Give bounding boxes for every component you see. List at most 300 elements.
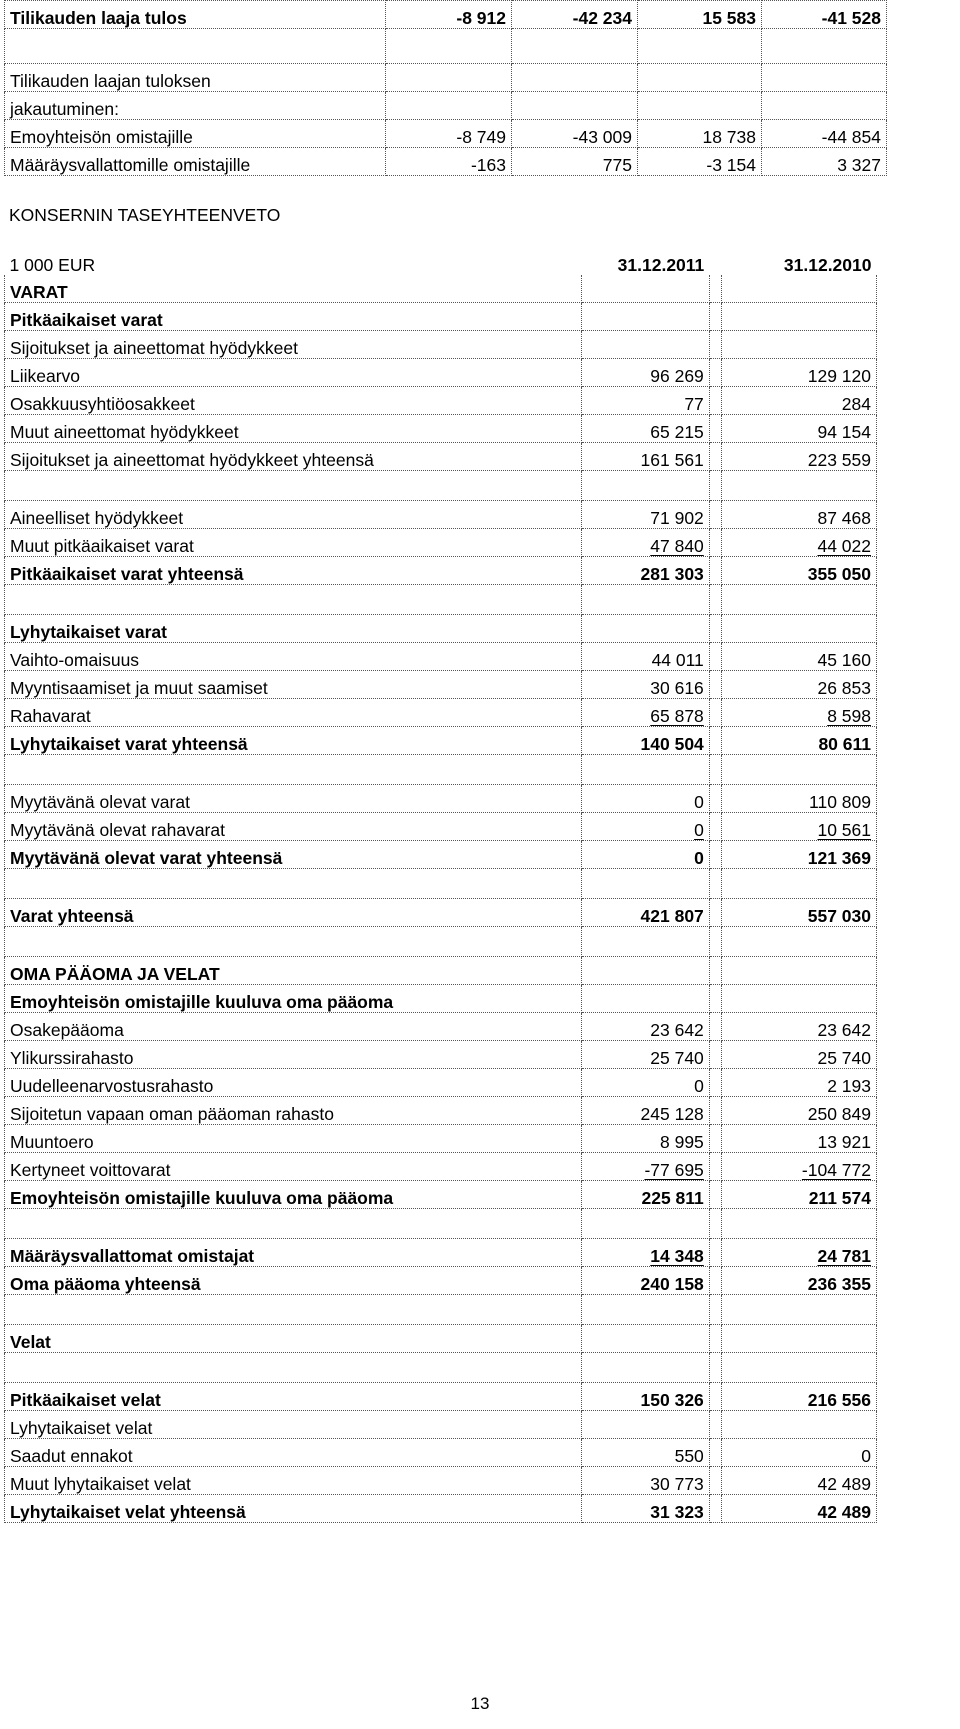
row-value: -163 bbox=[386, 148, 512, 176]
row-label: Pitkäaikaiset varat bbox=[5, 303, 582, 331]
value-2010 bbox=[721, 643, 876, 671]
spacer-row bbox=[5, 1209, 877, 1239]
value-2011 bbox=[581, 1353, 709, 1383]
spacer-cell bbox=[709, 755, 721, 785]
value-2011 bbox=[581, 331, 709, 359]
value-2011 bbox=[581, 1069, 709, 1097]
spacer-row bbox=[5, 585, 877, 615]
value-text: -77 695 bbox=[644, 1160, 704, 1180]
row-label: Myytävänä olevat varat yhteensä bbox=[5, 841, 582, 869]
row-label: Emoyhteisön omistajille kuuluva oma pääoma bbox=[5, 1181, 582, 1209]
value-2011 bbox=[581, 699, 709, 727]
spacer-cell bbox=[709, 1467, 721, 1495]
value-text: 281 303 bbox=[640, 564, 704, 584]
row-label: Sijoitukset ja aineettomat hyödykkeet yhteensä bbox=[5, 443, 582, 471]
row-value: -41 528 bbox=[762, 1, 887, 29]
value-2011 bbox=[581, 957, 709, 985]
spacer-row bbox=[5, 927, 877, 957]
spacer-cell bbox=[709, 1239, 721, 1267]
spacer-cell bbox=[709, 643, 721, 671]
comprehensive-income-table bbox=[4, 0, 887, 176]
income-row bbox=[5, 120, 887, 148]
row-label: Tilikauden laajan tuloksen bbox=[5, 64, 386, 92]
spacer-row bbox=[5, 1353, 877, 1383]
spacer-cell bbox=[709, 927, 721, 957]
spacer-cell bbox=[709, 1295, 721, 1325]
spacer-cell bbox=[709, 699, 721, 727]
spacer-row bbox=[5, 471, 877, 501]
spacer-row bbox=[5, 869, 877, 899]
row-label: Velat bbox=[5, 1325, 582, 1353]
value-2011 bbox=[581, 1325, 709, 1353]
value-2010 bbox=[721, 985, 876, 1013]
value-text: 211 574 bbox=[808, 1188, 871, 1208]
spacer-cell bbox=[709, 415, 721, 443]
value-2011 bbox=[581, 727, 709, 755]
value-2011 bbox=[581, 359, 709, 387]
value-text: 225 811 bbox=[641, 1188, 704, 1208]
row-value: -3 154 bbox=[638, 148, 762, 176]
row-value bbox=[638, 92, 762, 120]
row-value: -8 749 bbox=[386, 120, 512, 148]
spacer-cell bbox=[709, 1153, 721, 1181]
value-2010 bbox=[721, 557, 876, 585]
balance-row bbox=[5, 443, 877, 471]
spacer-cell bbox=[709, 387, 721, 415]
value-2011 bbox=[581, 557, 709, 585]
value-text: 121 369 bbox=[807, 848, 871, 868]
spacer-cell bbox=[709, 1495, 721, 1523]
spacer-cell bbox=[709, 1181, 721, 1209]
row-label: Muut pitkäaikaiset varat bbox=[5, 529, 582, 557]
row-label: Ylikurssirahasto bbox=[5, 1041, 582, 1069]
value-2010 bbox=[721, 1153, 876, 1181]
row-value: -42 234 bbox=[512, 1, 638, 29]
value-2010 bbox=[721, 1383, 876, 1411]
value-text: 550 bbox=[674, 1446, 704, 1466]
row-label: Aineelliset hyödykkeet bbox=[5, 501, 582, 529]
spacer-row bbox=[5, 755, 877, 785]
value-2011 bbox=[581, 1411, 709, 1439]
balance-row bbox=[5, 899, 877, 927]
value-2010 bbox=[721, 671, 876, 699]
row-label: Myytävänä olevat rahavarat bbox=[5, 813, 582, 841]
value-text: 216 556 bbox=[807, 1390, 871, 1410]
income-row bbox=[5, 1, 887, 29]
spacer-row bbox=[5, 1295, 877, 1325]
value-2011 bbox=[581, 1181, 709, 1209]
value-2011 bbox=[581, 1495, 709, 1523]
value-2010 bbox=[721, 813, 876, 841]
row-label: Muuntoero bbox=[5, 1125, 582, 1153]
balance-row bbox=[5, 1097, 877, 1125]
row-label bbox=[5, 585, 582, 615]
value-2011 bbox=[581, 671, 709, 699]
value-text: 421 807 bbox=[640, 906, 704, 926]
value-2010 bbox=[721, 1267, 876, 1295]
value-2011 bbox=[581, 501, 709, 529]
column-header-2011: 31.12.2011 bbox=[617, 255, 705, 275]
value-2010 bbox=[721, 699, 876, 727]
row-value bbox=[512, 29, 638, 64]
value-2011 bbox=[581, 529, 709, 557]
value-2010 bbox=[721, 727, 876, 755]
row-label: Myyntisaamiset ja muut saamiset bbox=[5, 671, 582, 699]
value-2011 bbox=[581, 643, 709, 671]
balance-row bbox=[5, 841, 877, 869]
balance-row bbox=[5, 1153, 877, 1181]
balance-row bbox=[5, 1495, 877, 1523]
spacer-cell bbox=[709, 1383, 721, 1411]
balance-row bbox=[5, 1239, 877, 1267]
value-text: 26 853 bbox=[817, 678, 871, 698]
unit-label: 1 000 EUR bbox=[9, 255, 96, 275]
column-header-2010: 31.12.2010 bbox=[783, 255, 872, 275]
balance-row bbox=[5, 1267, 877, 1295]
row-value bbox=[386, 64, 512, 92]
value-2011 bbox=[581, 841, 709, 869]
balance-row bbox=[5, 1439, 877, 1467]
value-2010 bbox=[721, 1209, 876, 1239]
value-text: 150 326 bbox=[640, 1390, 704, 1410]
balance-sheet-table bbox=[4, 248, 877, 1523]
spacer-cell bbox=[709, 1267, 721, 1295]
spacer-cell bbox=[709, 1097, 721, 1125]
value-text: 13 921 bbox=[817, 1132, 871, 1152]
spacer-cell bbox=[709, 303, 721, 331]
balance-row bbox=[5, 1125, 877, 1153]
value-2011 bbox=[581, 755, 709, 785]
row-value bbox=[386, 92, 512, 120]
value-2011 bbox=[581, 1097, 709, 1125]
row-label: Lyhytaikaiset varat yhteensä bbox=[5, 727, 582, 755]
value-2010 bbox=[721, 1013, 876, 1041]
value-text: 110 809 bbox=[809, 792, 871, 812]
row-label bbox=[5, 29, 386, 64]
row-label: Osakepääoma bbox=[5, 1013, 582, 1041]
balance-row bbox=[5, 671, 877, 699]
row-label bbox=[5, 1209, 582, 1239]
spacer-cell bbox=[709, 869, 721, 899]
balance-row bbox=[5, 387, 877, 415]
value-text: 2 193 bbox=[827, 1076, 871, 1096]
spacer-cell bbox=[709, 331, 721, 359]
value-text: 245 128 bbox=[640, 1104, 704, 1124]
income-row bbox=[5, 29, 887, 64]
value-2010 bbox=[721, 275, 876, 303]
balance-header-row bbox=[5, 248, 877, 275]
row-label bbox=[5, 1295, 582, 1325]
balance-row bbox=[5, 359, 877, 387]
row-value bbox=[638, 29, 762, 64]
value-2010 bbox=[721, 1125, 876, 1153]
value-2010 bbox=[721, 869, 876, 899]
value-text: 24 781 bbox=[817, 1246, 871, 1266]
value-text: 129 120 bbox=[807, 366, 871, 386]
value-2010 bbox=[721, 785, 876, 813]
value-2010 bbox=[721, 1097, 876, 1125]
value-2011 bbox=[581, 1013, 709, 1041]
value-2011 bbox=[581, 1209, 709, 1239]
value-2011 bbox=[581, 1439, 709, 1467]
value-2010 bbox=[721, 1239, 876, 1267]
value-text: 250 849 bbox=[807, 1104, 871, 1124]
value-2011 bbox=[581, 387, 709, 415]
value-text: 0 bbox=[694, 848, 704, 868]
row-label bbox=[5, 869, 582, 899]
row-label: Sijoitukset ja aineettomat hyödykkeet bbox=[5, 331, 582, 359]
value-text: 96 269 bbox=[650, 366, 704, 386]
spacer-cell bbox=[709, 1325, 721, 1353]
value-2010 bbox=[721, 585, 876, 615]
income-row bbox=[5, 92, 887, 120]
value-2011 bbox=[581, 785, 709, 813]
spacer-cell bbox=[709, 841, 721, 869]
value-2010 bbox=[721, 927, 876, 957]
balance-row bbox=[5, 1411, 877, 1439]
row-value: -8 912 bbox=[386, 1, 512, 29]
value-2011 bbox=[581, 985, 709, 1013]
value-2010 bbox=[721, 1041, 876, 1069]
value-text: 223 559 bbox=[807, 450, 871, 470]
row-label: Määräysvallattomille omistajille bbox=[5, 148, 386, 176]
value-text: 94 154 bbox=[817, 422, 871, 442]
balance-row bbox=[5, 1041, 877, 1069]
row-label: Pitkäaikaiset varat yhteensä bbox=[5, 557, 582, 585]
spacer-cell bbox=[709, 899, 721, 927]
value-text: 45 160 bbox=[817, 650, 871, 670]
value-2011 bbox=[581, 1383, 709, 1411]
value-2011 bbox=[581, 927, 709, 957]
value-2010 bbox=[721, 529, 876, 557]
value-text: 30 616 bbox=[650, 678, 704, 698]
value-2010 bbox=[721, 1467, 876, 1495]
row-label: Emoyhteisön omistajille bbox=[5, 120, 386, 148]
spacer-cell bbox=[709, 1013, 721, 1041]
value-text: 0 bbox=[694, 792, 704, 812]
value-text: 23 642 bbox=[650, 1020, 704, 1040]
value-2010 bbox=[721, 501, 876, 529]
value-2011 bbox=[581, 813, 709, 841]
value-2011 bbox=[581, 869, 709, 899]
spacer-cell bbox=[709, 1411, 721, 1439]
value-text: 0 bbox=[861, 1446, 871, 1466]
row-label: Lyhytaikaiset velat bbox=[5, 1411, 582, 1439]
value-text: 140 504 bbox=[640, 734, 704, 754]
value-text: 42 489 bbox=[817, 1502, 871, 1522]
value-2010 bbox=[721, 331, 876, 359]
balance-row bbox=[5, 331, 877, 359]
spacer-cell bbox=[709, 813, 721, 841]
spacer-cell bbox=[709, 529, 721, 557]
value-2010 bbox=[721, 415, 876, 443]
value-2010 bbox=[721, 1069, 876, 1097]
spacer-cell bbox=[709, 471, 721, 501]
value-2011 bbox=[581, 1125, 709, 1153]
value-2010 bbox=[721, 1353, 876, 1383]
row-label: Muut aineettomat hyödykkeet bbox=[5, 415, 582, 443]
row-label: Myytävänä olevat varat bbox=[5, 785, 582, 813]
value-text: 80 611 bbox=[818, 734, 871, 754]
row-label bbox=[5, 927, 582, 957]
balance-row bbox=[5, 813, 877, 841]
row-label: Vaihto-omaisuus bbox=[5, 643, 582, 671]
spacer-cell bbox=[709, 585, 721, 615]
value-2010 bbox=[721, 957, 876, 985]
value-2011 bbox=[581, 275, 709, 303]
value-2011 bbox=[581, 899, 709, 927]
value-text: 0 bbox=[694, 1076, 704, 1096]
row-label: Osakkuusyhtiöosakkeet bbox=[5, 387, 582, 415]
row-label: Varat yhteensä bbox=[5, 899, 582, 927]
row-value: -43 009 bbox=[512, 120, 638, 148]
balance-row bbox=[5, 1013, 877, 1041]
row-label: VARAT bbox=[5, 275, 582, 303]
value-2011 bbox=[581, 585, 709, 615]
value-2011 bbox=[581, 1467, 709, 1495]
value-2010 bbox=[721, 359, 876, 387]
balance-row bbox=[5, 557, 877, 585]
row-value: 775 bbox=[512, 148, 638, 176]
value-text: 240 158 bbox=[640, 1274, 704, 1294]
balance-row bbox=[5, 303, 877, 331]
balance-row bbox=[5, 957, 877, 985]
row-value bbox=[512, 92, 638, 120]
row-label: Lyhytaikaiset varat bbox=[5, 615, 582, 643]
balance-row bbox=[5, 501, 877, 529]
value-2011 bbox=[581, 1041, 709, 1069]
value-2010 bbox=[721, 755, 876, 785]
row-value bbox=[386, 29, 512, 64]
value-text: 30 773 bbox=[650, 1474, 704, 1494]
value-text: 236 355 bbox=[807, 1274, 871, 1294]
spacer-cell bbox=[709, 957, 721, 985]
value-text: 23 642 bbox=[817, 1020, 871, 1040]
balance-row bbox=[5, 615, 877, 643]
value-text: 65 878 bbox=[650, 706, 704, 726]
value-text: 0 bbox=[694, 820, 704, 840]
value-text: 77 bbox=[684, 394, 704, 414]
spacer-cell bbox=[709, 275, 721, 303]
row-label bbox=[5, 471, 582, 501]
value-2010 bbox=[721, 899, 876, 927]
spacer-cell bbox=[709, 1439, 721, 1467]
balance-row bbox=[5, 1383, 877, 1411]
income-row bbox=[5, 148, 887, 176]
row-value bbox=[638, 64, 762, 92]
value-2011 bbox=[581, 1153, 709, 1181]
value-text: 47 840 bbox=[650, 536, 704, 556]
spacer-cell bbox=[709, 1069, 721, 1097]
row-label: Kertyneet voittovarat bbox=[5, 1153, 582, 1181]
row-label bbox=[5, 1353, 582, 1383]
row-label: Määräysvallattomat omistajat bbox=[5, 1239, 582, 1267]
value-text: 65 215 bbox=[650, 422, 704, 442]
value-text: 31 323 bbox=[650, 1502, 704, 1522]
value-text: 8 598 bbox=[827, 706, 871, 726]
value-2010 bbox=[721, 1495, 876, 1523]
value-text: 161 561 bbox=[640, 450, 704, 470]
row-value bbox=[762, 92, 887, 120]
value-2011 bbox=[581, 471, 709, 501]
value-text: 8 995 bbox=[660, 1132, 704, 1152]
value-text: 71 902 bbox=[650, 508, 704, 528]
value-2010 bbox=[721, 1181, 876, 1209]
value-text: 10 561 bbox=[817, 820, 871, 840]
row-label: Uudelleenarvostusrahasto bbox=[5, 1069, 582, 1097]
value-text: 44 022 bbox=[817, 536, 871, 556]
row-label: Emoyhteisön omistajille kuuluva oma pääoma bbox=[5, 985, 582, 1013]
value-text: 557 030 bbox=[807, 906, 871, 926]
value-text: 44 011 bbox=[651, 650, 704, 670]
spacer-cell bbox=[709, 671, 721, 699]
value-text: 25 740 bbox=[817, 1048, 871, 1068]
value-2011 bbox=[581, 443, 709, 471]
row-label: Saadut ennakot bbox=[5, 1439, 582, 1467]
spacer-cell bbox=[709, 501, 721, 529]
row-label bbox=[5, 755, 582, 785]
balance-row bbox=[5, 985, 877, 1013]
spacer-cell bbox=[709, 557, 721, 585]
value-2010 bbox=[721, 1439, 876, 1467]
section-heading: KONSERNIN TASEYHTEENVETO bbox=[9, 205, 281, 225]
page-number: 13 bbox=[470, 1694, 490, 1713]
row-label: Lyhytaikaiset velat yhteensä bbox=[5, 1495, 582, 1523]
spacer-cell bbox=[709, 1209, 721, 1239]
value-2011 bbox=[581, 415, 709, 443]
value-2010 bbox=[721, 471, 876, 501]
value-2010 bbox=[721, 1411, 876, 1439]
balance-row bbox=[5, 1181, 877, 1209]
row-value bbox=[762, 64, 887, 92]
value-2011 bbox=[581, 1239, 709, 1267]
balance-row bbox=[5, 699, 877, 727]
row-value bbox=[512, 64, 638, 92]
row-value: -44 854 bbox=[762, 120, 887, 148]
value-2010 bbox=[721, 1325, 876, 1353]
value-text: 284 bbox=[841, 394, 871, 414]
spacer-cell bbox=[709, 727, 721, 755]
value-text: 87 468 bbox=[817, 508, 871, 528]
row-label: Rahavarat bbox=[5, 699, 582, 727]
value-2010 bbox=[721, 615, 876, 643]
spacer-cell bbox=[709, 443, 721, 471]
row-label: Muut lyhytaikaiset velat bbox=[5, 1467, 582, 1495]
balance-row bbox=[5, 1325, 877, 1353]
row-label: jakautuminen: bbox=[5, 92, 386, 120]
spacer-cell bbox=[709, 785, 721, 813]
row-label: Liikearvo bbox=[5, 359, 582, 387]
spacer-cell bbox=[709, 1041, 721, 1069]
balance-row bbox=[5, 785, 877, 813]
spacer-cell bbox=[709, 615, 721, 643]
value-text: 42 489 bbox=[817, 1474, 871, 1494]
row-label: Tilikauden laaja tulos bbox=[5, 1, 386, 29]
value-2010 bbox=[721, 387, 876, 415]
value-text: 355 050 bbox=[807, 564, 871, 584]
spacer-cell bbox=[709, 985, 721, 1013]
value-2011 bbox=[581, 303, 709, 331]
balance-row bbox=[5, 1467, 877, 1495]
value-2011 bbox=[581, 1295, 709, 1325]
row-label: Oma pääoma yhteensä bbox=[5, 1267, 582, 1295]
value-2010 bbox=[721, 443, 876, 471]
row-value bbox=[762, 29, 887, 64]
balance-row bbox=[5, 415, 877, 443]
balance-row bbox=[5, 529, 877, 557]
row-value: 3 327 bbox=[762, 148, 887, 176]
row-label: Sijoitetun vapaan oman pääoman rahasto bbox=[5, 1097, 582, 1125]
